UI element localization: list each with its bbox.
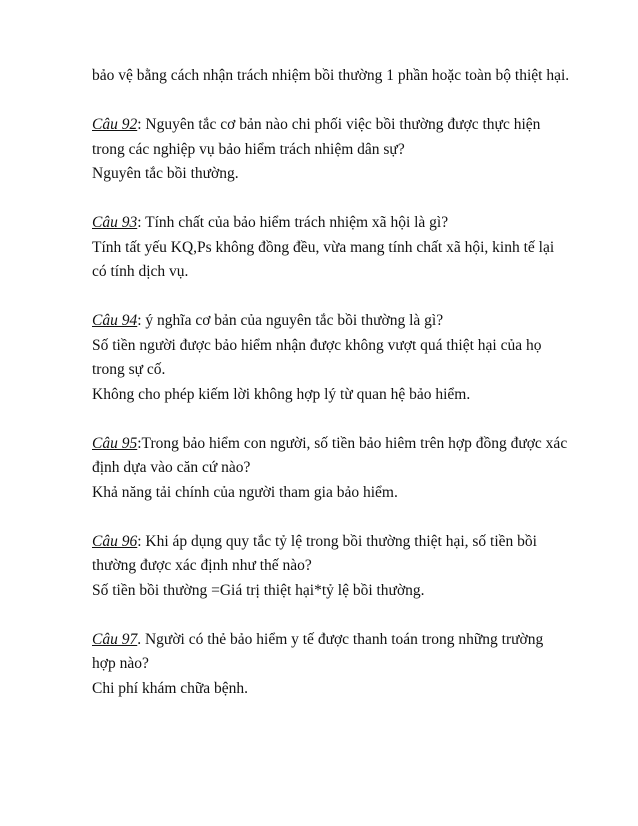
question-96-line-1: Câu 96: Khi áp dụng quy tắc tỷ lệ trong bồi thường thiệt hại, số tiền bồi xyxy=(92,532,537,550)
question-label: Câu 97 xyxy=(92,630,138,648)
answer-94-line-3: Không cho phép kiếm lời không hợp lý từ quan hệ bảo hiểm. xyxy=(92,385,471,403)
question-92-line-2: trong các nghiệp vụ bảo hiểm trách nhiệm dân sự? xyxy=(92,140,405,158)
question-label: Câu 95 xyxy=(92,434,138,452)
question-92-line-1: Câu 92: Nguyên tắc cơ bản nào chi phối việc bồi thường được thực hiện xyxy=(92,116,541,133)
spacer xyxy=(92,285,612,310)
answer-95-line-1: Khả năng tải chính của người tham gia bảo hiểm. xyxy=(92,483,398,501)
question-94-line-1: Câu 94: ý nghĩa cơ bản của nguyên tắc bồi thường là gì? xyxy=(92,312,444,329)
question-label: Câu 96 xyxy=(92,532,138,550)
answer-93-line-1: Tính tất yếu KQ,Ps không đồng đều, vừa mang tính chất xã hội, kinh tế lại xyxy=(92,238,555,256)
document-page xyxy=(92,64,612,701)
answer-92-line-1: Nguyên tắc bồi thường. xyxy=(92,165,239,182)
question-95-line-2: định dựa vào căn cứ nào? xyxy=(92,459,251,476)
question-97-line-1: Câu 97. Người có thẻ bảo hiểm y tế được thanh toán trong những trường xyxy=(92,630,544,648)
answer-97-line-1: Chi phí khám chữa bệnh. xyxy=(92,679,249,697)
question-label: Câu 94 xyxy=(92,312,138,329)
spacer xyxy=(92,89,612,114)
answer-93-line-2: có tính dịch vụ. xyxy=(92,263,189,280)
spacer xyxy=(92,505,612,530)
question-93-line-1: Câu 93: Tính chất của bảo hiểm trách nhiệm xã hội là gì? xyxy=(92,214,449,231)
spacer xyxy=(92,407,612,432)
question-95-line-1: Câu 95:Trong bảo hiểm con người, số tiền bảo hiêm trên hợp đồng được xác xyxy=(92,434,568,452)
spacer xyxy=(92,603,612,628)
intro-line: bảo vệ bằng cách nhận trách nhiệm bồi thường 1 phần hoặc toàn bộ thiệt hại. xyxy=(92,67,570,84)
answer-94-line-1: Số tiền người được bảo hiểm nhận được không vượt quá thiệt hại của họ xyxy=(92,336,542,354)
spacer xyxy=(92,187,612,212)
answer-94-line-2: trong sự cố. xyxy=(92,361,166,378)
question-label: Câu 92 xyxy=(92,116,138,133)
question-97-line-2: hợp nào? xyxy=(92,655,149,672)
question-96-line-2: thường được xác định như thế nào? xyxy=(92,557,312,574)
answer-96-line-1: Số tiền bồi thường =Giá trị thiệt hại*tỷ lệ bồi thường. xyxy=(92,581,425,599)
question-label: Câu 93 xyxy=(92,214,138,231)
